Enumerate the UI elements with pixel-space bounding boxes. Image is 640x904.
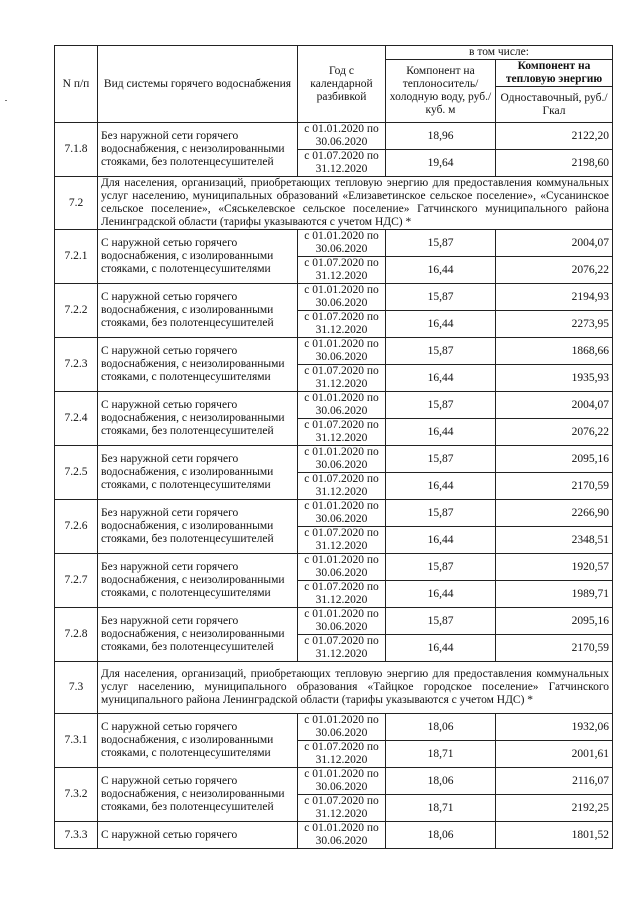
period-second-half: с 01.07.2020 по 31.12.2020 [298,581,386,608]
header-year: Год с календарной разбивкой [298,46,386,123]
period-first-half: с 01.01.2020 по 30.06.2020 [298,608,386,635]
table-row [55,338,613,365]
table-row [55,554,613,581]
table-row [55,822,613,849]
period-first-half: с 01.01.2020 по 30.06.2020 [298,500,386,527]
period-first-half: с 01.01.2020 по 30.06.2020 [298,554,386,581]
carrier-value-first-half: 15,87 [386,500,496,527]
table-row [55,123,613,150]
table-row [55,768,613,795]
energy-value-first-half: 1868,66 [496,338,613,365]
row-number: 7.3.1 [55,714,98,768]
energy-value-first-half: 2116,07 [496,768,613,795]
carrier-value-first-half: 15,87 [386,338,496,365]
period-first-half: с 01.01.2020 по 30.06.2020 [298,768,386,795]
carrier-value-first-half: 15,87 [386,284,496,311]
energy-value-first-half: 1801,52 [496,822,613,849]
energy-value-first-half: 2095,16 [496,608,613,635]
carrier-value-second-half: 19,64 [386,150,496,177]
system-type: Без наружной сети горячего водоснабжения, с неизолированными стояками, без полотенцесушителей [98,608,298,662]
energy-value-first-half: 1920,57 [496,554,613,581]
row-number: 7.2.7 [55,554,98,608]
energy-value-second-half: 2076,22 [496,257,613,284]
section-number: 7.2 [55,177,98,230]
tariff-table [54,45,613,849]
section-row [55,662,613,714]
period-second-half: с 01.07.2020 по 31.12.2020 [298,795,386,822]
row-number: 7.3.2 [55,768,98,822]
row-number: 7.1.8 [55,123,98,177]
row-number: 7.2.6 [55,500,98,554]
system-type: С наружной сетью горячего водоснабжения, с неизолированными стояками, без полотенцесушителей [98,392,298,446]
system-type: С наружной сетью горячего водоснабжения, с изолированными стояками, с полотенцесушителями [98,230,298,284]
carrier-value-first-half: 18,06 [386,768,496,795]
row-number: 7.2.5 [55,446,98,500]
period-first-half: с 01.01.2020 по 30.06.2020 [298,446,386,473]
section-description: Для населения, организаций, приобретающих тепловую энергию для предоставления коммунальных услуг населению, муниципальных образований «Елизаветинское сельское поселение», «Сусанинское сельское поселение», «Сяськелевское сельское поселение» Гатчинского муниципального района Ленинградской области (тарифы указываются с учетом НДС) * [98,177,613,230]
header-energy-sub: Одноставочный, руб./Гкал [496,87,613,123]
period-second-half: с 01.07.2020 по 31.12.2020 [298,741,386,768]
period-first-half: с 01.01.2020 по 30.06.2020 [298,392,386,419]
period-second-half: с 01.07.2020 по 31.12.2020 [298,473,386,500]
carrier-value-second-half: 16,44 [386,527,496,554]
carrier-value-second-half: 18,71 [386,795,496,822]
period-second-half: с 01.07.2020 по 31.12.2020 [298,419,386,446]
energy-value-second-half: 2273,95 [496,311,613,338]
section-description: Для населения, организаций, приобретающих тепловую энергию для предоставления коммунальных услуг населению, муниципального образования «Тайцкое городское поселение» Гатчинского муниципального района Ленинградской области (тарифы указываются с учетом НДС) * [98,662,613,714]
energy-value-second-half: 1989,71 [496,581,613,608]
energy-value-second-half: 2198,60 [496,150,613,177]
carrier-value-second-half: 18,71 [386,741,496,768]
system-type: Без наружной сети горячего водоснабжения, с изолированными стояками, с полотенцесушителями [98,446,298,500]
row-number: 7.2.2 [55,284,98,338]
carrier-value-second-half: 16,44 [386,473,496,500]
table-row [55,284,613,311]
section-number: 7.3 [55,662,98,714]
scan-speck [5,100,7,101]
carrier-value-first-half: 15,87 [386,446,496,473]
period-second-half: с 01.07.2020 по 31.12.2020 [298,365,386,392]
carrier-value-second-half: 16,44 [386,581,496,608]
system-type: С наружной сетью горячего водоснабжения, с изолированными стояками, с полотенцесушителями [98,714,298,768]
carrier-value-first-half: 15,87 [386,392,496,419]
period-second-half: с 01.07.2020 по 31.12.2020 [298,150,386,177]
system-type: Без наружной сети горячего водоснабжения, с неизолированными стояками, без полотенцесушителей [98,123,298,177]
period-first-half: с 01.01.2020 по 30.06.2020 [298,822,386,849]
period-second-half: с 01.07.2020 по 31.12.2020 [298,257,386,284]
table-row [55,230,613,257]
period-second-half: с 01.07.2020 по 31.12.2020 [298,527,386,554]
period-first-half: с 01.01.2020 по 30.06.2020 [298,123,386,150]
header-num: N п/п [55,46,98,123]
row-number: 7.2.8 [55,608,98,662]
system-type: Без наружной сети горячего водоснабжения, с изолированными стояками, без полотенцесушителей [98,500,298,554]
carrier-value-first-half: 15,87 [386,230,496,257]
header-system: Вид системы горячего водоснабжения [98,46,298,123]
table-row [55,500,613,527]
carrier-value-first-half: 18,06 [386,714,496,741]
carrier-value-second-half: 16,44 [386,365,496,392]
carrier-value-first-half: 15,87 [386,554,496,581]
energy-value-first-half: 2004,07 [496,230,613,257]
period-first-half: с 01.01.2020 по 30.06.2020 [298,230,386,257]
energy-value-second-half: 2170,59 [496,473,613,500]
period-second-half: с 01.07.2020 по 31.12.2020 [298,635,386,662]
period-second-half: с 01.07.2020 по 31.12.2020 [298,311,386,338]
energy-value-first-half: 2122,20 [496,123,613,150]
system-type: С наружной сетью горячего водоснабжения, с неизолированными стояками, с полотенцесушителями [98,338,298,392]
section-row [55,177,613,230]
table-row [55,446,613,473]
carrier-value-second-half: 16,44 [386,257,496,284]
table-body [55,123,613,849]
energy-value-second-half: 2348,51 [496,527,613,554]
energy-value-second-half: 2192,25 [496,795,613,822]
energy-value-second-half: 2001,61 [496,741,613,768]
energy-value-first-half: 2194,93 [496,284,613,311]
system-type: С наружной сетью горячего водоснабжения, с неизолированными стояками, без полотенцесушителей [98,768,298,822]
row-number: 7.2.3 [55,338,98,392]
system-type: С наружной сетью горячего [98,822,298,849]
header-energy: Компонент на тепловую энергию [496,60,613,87]
table-row [55,392,613,419]
energy-value-second-half: 2076,22 [496,419,613,446]
row-number: 7.2.4 [55,392,98,446]
table-row [55,714,613,741]
table-row [55,608,613,635]
carrier-value-first-half: 18,96 [386,123,496,150]
energy-value-second-half: 1935,93 [496,365,613,392]
carrier-value-second-half: 16,44 [386,311,496,338]
header-including: в том числе: [386,46,613,60]
period-first-half: с 01.01.2020 по 30.06.2020 [298,338,386,365]
system-type: Без наружной сети горячего водоснабжения, с неизолированными стояками, с полотенцесушителями [98,554,298,608]
row-number: 7.2.1 [55,230,98,284]
energy-value-first-half: 2095,16 [496,446,613,473]
row-number: 7.3.3 [55,822,98,849]
carrier-value-first-half: 18,06 [386,822,496,849]
energy-value-first-half: 2266,90 [496,500,613,527]
period-first-half: с 01.01.2020 по 30.06.2020 [298,714,386,741]
carrier-value-second-half: 16,44 [386,635,496,662]
carrier-value-first-half: 15,87 [386,608,496,635]
energy-value-first-half: 2004,07 [496,392,613,419]
period-first-half: с 01.01.2020 по 30.06.2020 [298,284,386,311]
energy-value-first-half: 1932,06 [496,714,613,741]
system-type: С наружной сетью горячего водоснабжения, с изолированными стояками, без полотенцесушителей [98,284,298,338]
energy-value-second-half: 2170,59 [496,635,613,662]
carrier-value-second-half: 16,44 [386,419,496,446]
header-carrier: Компонент на теплоноситель/ холодную воду, руб./куб. м [386,60,496,123]
